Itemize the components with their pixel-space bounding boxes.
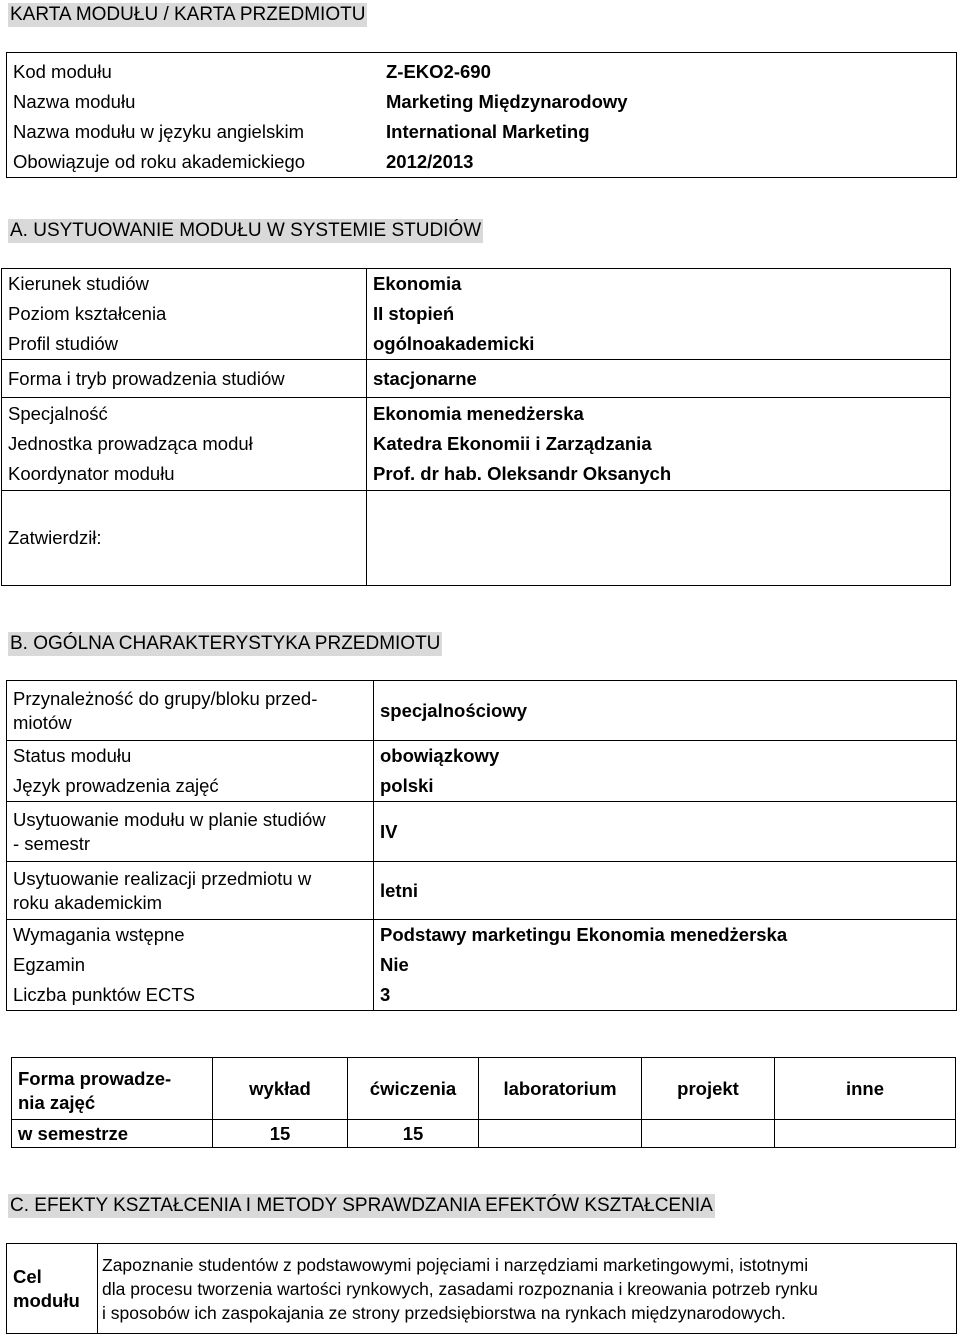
field-label: Poziom kształcenia [8,303,167,324]
section-b-table [6,680,957,1011]
cell [7,802,374,862]
field-label: - semestr [13,832,91,854]
cell [2,269,367,360]
info-label: Nazwa modułu w języku angielskim [13,121,304,142]
table-row [12,1120,956,1148]
hours-cell [479,1120,642,1148]
module-code: Z-EKO2-690 [386,61,491,82]
field-label: Wymagania wstępne [13,924,185,945]
forms-header-label [12,1058,213,1120]
forms-label-line: Forma prowadze- [18,1067,172,1089]
field-label: Usytuowanie realizacji przedmiotu w [13,867,312,889]
goal-text [98,1244,957,1334]
table-row [12,1058,956,1120]
info-label: Obowiązuje od roku akademickiego [13,151,306,172]
cell [374,920,957,1011]
column-header: ćwiczenia [348,1058,479,1120]
cell [374,802,957,862]
field-value: stacjonarne [373,367,477,389]
column-header: projekt [642,1058,775,1120]
table-row [7,862,957,920]
field-label: Egzamin [13,954,85,975]
cell [367,398,951,491]
cell [7,862,374,920]
field-value: obowiązkowy [380,745,500,766]
academic-year: 2012/2013 [386,151,474,172]
field-value: Podstawy marketingu Ekonomia menedżerska [380,924,788,945]
table-row [7,920,957,1011]
hours-cell: 15 [348,1120,479,1148]
cell [7,681,374,741]
info-values [374,53,957,178]
field-value: letni [380,879,419,901]
table-row [7,1244,957,1334]
column-header: wykład [213,1058,348,1120]
field-value: 3 [380,984,391,1005]
module-name: Marketing Międzynarodowy [386,91,628,112]
module-name-english: International Marketing [386,121,590,142]
field-label: Usytuowanie modułu w planie studiów [13,808,326,830]
field-value: Katedra Ekonomii i Zarządzania [373,433,652,454]
field-label: Język prowadzenia zajęć [13,775,219,796]
section-a-title: A. USYTUOWANIE MODUŁU W SYSTEMIE STUDIÓW [10,220,482,241]
cell [367,491,951,586]
cell [2,398,367,491]
goal-text-line: dla procesu tworzenia wartości rynkowych, zasadami rozpoznania i kreowania potrzeb rynku [102,1278,818,1299]
cell [2,491,367,586]
table-row [2,360,951,398]
page-title: KARTA MODUŁU / KARTA PRZEDMIOTU [10,4,366,25]
field-label: Forma i tryb prowadzenia studiów [8,367,285,389]
approved-label: Zatwierdził: [8,527,102,548]
section-c-table [6,1243,957,1334]
section-c-title: C. EFEKTY KSZTAŁCENIA I METODY SPRAWDZANIA EFEKTÓW KSZTAŁCENIA [10,1195,713,1216]
hours-cell [642,1120,775,1148]
field-label: Status modułu [13,745,132,766]
field-value: II stopień [373,303,455,324]
field-label: Specjalność [8,403,108,424]
table-row [7,741,957,802]
cell [7,741,374,802]
field-label: Profil studiów [8,333,119,354]
field-label: Jednostka prowadząca moduł [8,433,253,454]
goal-label-line: Cel [13,1265,42,1287]
goal-text-line: i sposobów ich zaspokajania ze strony przedsiębiorstwa na rynkach międzynarodowych. [102,1302,786,1323]
field-label: Przynależność do grupy/bloku przed- [13,687,318,709]
goal-label-line: modułu [13,1289,80,1311]
info-label: Kod modułu [13,61,112,82]
table-row [7,802,957,862]
field-value: ogólnoakademicki [373,333,535,354]
hours-cell: 15 [213,1120,348,1148]
hours-cell [775,1120,956,1148]
cell [367,269,951,360]
field-label: Liczba punktów ECTS [13,984,196,1005]
cell [374,681,957,741]
field-value: Ekonomia menedżerska [373,403,584,424]
cell [2,360,367,398]
table-row [2,269,951,360]
field-value: Nie [380,954,409,975]
table-row [7,681,957,741]
cell [7,920,374,1011]
column-header: inne [775,1058,956,1120]
field-label: Kierunek studiów [8,273,149,294]
cell [374,741,957,802]
table-row [2,491,951,586]
field-value: Prof. dr hab. Oleksandr Oksanych [373,463,672,484]
goal-label [7,1244,98,1334]
field-value: Ekonomia [373,273,462,294]
forms-table [11,1057,956,1148]
info-label: Nazwa modułu [13,91,136,112]
section-a-table [1,268,951,586]
field-label: Koordynator modułu [8,463,175,484]
forms-label-line: nia zajęć [18,1091,96,1113]
goal-text-line: Zapoznanie studentów z podstawowymi pojęciami i narzędziami marketingowymi, istotnymi [102,1254,809,1275]
field-value: IV [380,820,398,842]
cell [367,360,951,398]
module-info-table [6,52,957,178]
row-label: w semestrze [12,1120,213,1148]
field-value: polski [380,775,434,796]
table-row [2,398,951,491]
field-label: roku akademickim [13,891,163,913]
table-row [7,53,957,178]
column-header: laboratorium [479,1058,642,1120]
field-label: miotów [13,711,72,733]
field-value: specjalnościowy [380,699,528,721]
info-labels [7,53,375,178]
section-b-title: B. OGÓLNA CHARAKTERYSTYKA PRZEDMIOTU [10,633,441,654]
cell [374,862,957,920]
